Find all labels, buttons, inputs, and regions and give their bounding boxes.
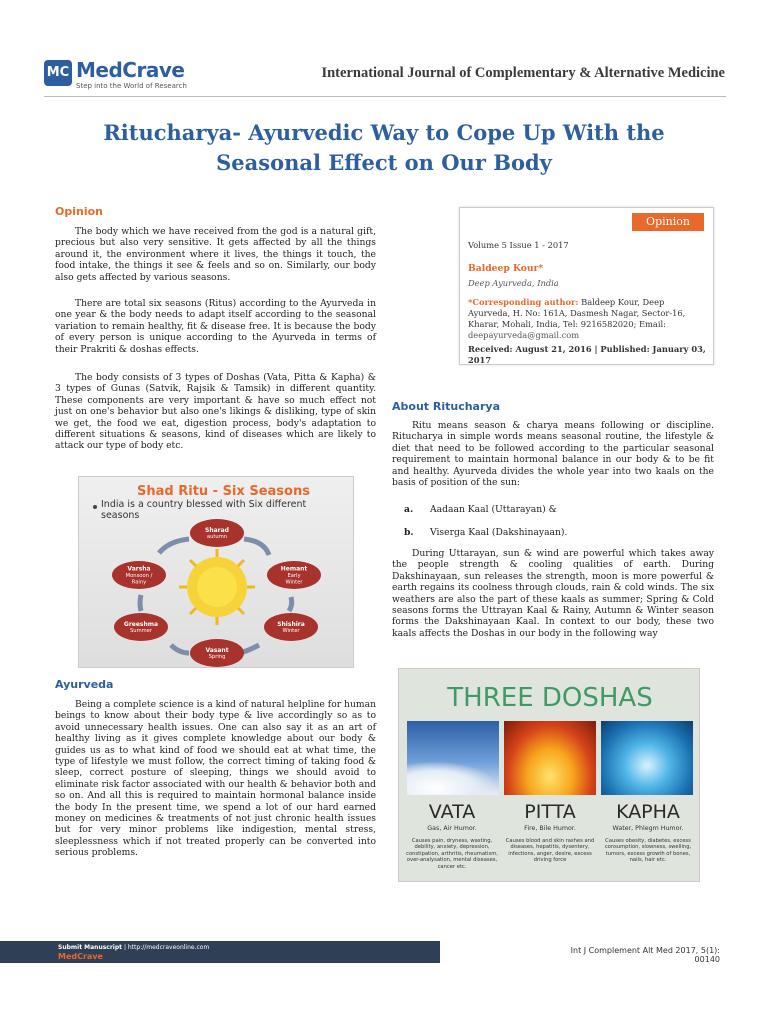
- vata-sky-image: [407, 721, 499, 795]
- sun-icon: [179, 549, 255, 625]
- six-seasons-figure: [78, 476, 354, 668]
- corresponding-author: [468, 297, 706, 341]
- season-node-greeshma: [114, 613, 168, 641]
- kaal-text-b: Viserga Kaal (Dakshinayaan).: [430, 527, 568, 538]
- kaal-list-item-a: [404, 504, 704, 515]
- pitta-desc: Causes blood and skin rashes and diseases, hepatitis, dysentery, infections, anger, desire, excess driving force: [505, 838, 595, 864]
- article-type-badge: Opinion: [632, 213, 704, 231]
- vata-name: VATA: [428, 801, 476, 823]
- season-name: Hemant: [280, 565, 308, 573]
- kaal-list-item-b: [404, 527, 704, 538]
- opinion-paragraph-1: [55, 226, 376, 283]
- season-sub: Monsoon /: [125, 573, 153, 579]
- season-name: Sharad: [205, 526, 229, 534]
- season-sub: Rainy: [131, 579, 147, 586]
- kapha-name: KAPHA: [616, 801, 680, 823]
- volume-info: Volume 5 Issue 1 - 2017: [468, 240, 569, 250]
- three-doshas-figure: [398, 668, 700, 882]
- kaal-text-a: Aadaan Kaal (Uttarayan) &: [430, 504, 557, 515]
- vata-sub: Gas, Air Humor.: [427, 825, 477, 832]
- season-name: Varsha: [127, 565, 151, 573]
- season-name: Vasant: [205, 646, 229, 654]
- bullet-dot: [93, 505, 97, 509]
- kapha-water-image: [601, 721, 693, 795]
- opinion-p1-text: The body which we have received from the god is a natural gift, precious but also very sensitive. It gets affected by all the things around it, the environment where it lives, the things it touch, the food intake, the things it see & feels and so on. Similarly, our body also gets affected by various seasons.: [55, 226, 376, 283]
- six-seasons-diagram: [79, 477, 355, 669]
- about-paragraph-2: [392, 548, 714, 639]
- dosha-kapha: [599, 801, 697, 864]
- footer-submit-line: Submit Manuscript | http://medcraveonline.com: [58, 944, 210, 951]
- ayurveda-paragraph: [55, 699, 376, 859]
- season-sub: Winter: [285, 579, 303, 586]
- dates-line: [468, 344, 713, 366]
- header-divider: [44, 96, 726, 97]
- about-p1-text: Ritu means season & charya means following or discipline. Ritucharya in simple words means seasonal routine, the lifestyle & diet that need to be followed according to the particular seasonal requirement to maintain hormonal balance in our body & to be fit and healthy. Ayurveda divides the whole year into two kaals on the basis of position of the sun:: [392, 420, 714, 489]
- kaal-marker-a: a.: [404, 504, 414, 515]
- logo-mark: MC: [44, 60, 72, 86]
- published-label: Published:: [600, 344, 650, 354]
- season-sub: Early: [287, 573, 301, 579]
- kapha-sub: Water, Phlegm Humor.: [612, 825, 684, 832]
- received-label: Received:: [468, 344, 513, 354]
- author-email[interactable]: deepayurveda@gmail.com: [468, 330, 580, 340]
- dosha-pitta: [501, 801, 599, 864]
- season-sub: Summer: [129, 628, 153, 635]
- about-ritucharya-heading: About Ritucharya: [392, 400, 500, 413]
- logo-name: MedCrave: [76, 58, 185, 82]
- about-paragraph-1: [392, 420, 714, 488]
- season-node-varsha: [112, 561, 166, 589]
- season-node-hemant: [267, 561, 321, 589]
- opinion-p3-text: The body consists of 3 types of Doshas (Vata, Pitta & Kapha) & 3 types of Gunas (Satvik, Rajsik & Tamsik) in different quantity. These components are very important & have so much effect not just on one's behavior but also one's likings & disliking, type of skin we get, the food we eat, digestion process, body's adaptation to different situations & seasons, kind of diseases which are likely to attack our type of body etc.: [55, 372, 376, 452]
- season-node-shishira: [264, 613, 318, 641]
- author-affiliation: Deep Ayurveda, India: [468, 278, 559, 288]
- ayurveda-heading: Ayurveda: [55, 678, 114, 691]
- footer-logo: MedCrave: [58, 952, 103, 961]
- pitta-name: PITTA: [524, 801, 576, 823]
- opinion-heading: Opinion: [55, 205, 103, 218]
- dosha-vata: [403, 801, 501, 870]
- season-name: Greeshma: [123, 620, 159, 628]
- season-name: Shishira: [277, 620, 305, 628]
- submit-manuscript-link[interactable]: Submit Manuscript: [58, 944, 123, 951]
- footer-url[interactable]: http://medcraveonline.com: [127, 944, 210, 951]
- opinion-paragraph-3: [55, 372, 376, 452]
- about-p2-text: During Uttarayan, sun & wind are powerful which takes away the people strength & cooling qualities of earth. During Dakshinayaan, sun releases the strength, moon is more powerful & earth regains its coolness through clouds, rain & cold winds. The six weathers are also the part of these kaals as summer; Spring & Cold seasons forms the Uttrayan Kaal & Rainy, Autumn & Winter season forms the Dakshinayaan Kaal. In context to our body, these two kaals affects the Doshas in our body in the following way: [392, 548, 714, 639]
- three-doshas-title: THREE DOSHAS: [447, 683, 653, 713]
- six-seasons-title: Shad Ritu - Six Seasons: [137, 484, 310, 499]
- opinion-p2-text: There are total six seasons (Ritus) according to the Ayurveda in one year & the body needs to adapt itself according to the seasonal variation to remain healthy, fit & disease free. It is because the body of every person is unique according to the Ayurveda in terms of their Prakriti & doshas effects.: [55, 298, 376, 355]
- ayurveda-text: Being a complete science is a kind of natural helpline for human beings to know about their body type & live accordingly so as to avoid unnecessary health issues. One can also say it as an art of healthy living as it gives complete knowledge about our body & guides us as to what kind of food we should eat at what time, the type of lifestyle we must follow, the correct timing of taking food & sleep, correct posture of sleeping, things we should avoid to eliminate risk factor associated with our health & behavior both and so on. And all this is required to maintain hormonal balance inside the body In the present time, we spend a lot of our hard earned money on medicines & treatments of not just chronic health issues but for very minor problems like indigestion, mental stress, sleeplessness which if not treated properly can be converted into serious problems.: [55, 699, 376, 859]
- season-sub: Winter: [282, 628, 300, 635]
- published-date: January 03, 2017: [468, 344, 706, 365]
- kapha-desc: Causes obesity, diabetes, excess consumption, slowness, swelling, tumors, excess growth of bones, nails, hair etc.: [604, 838, 692, 864]
- season-sub: Spring: [208, 654, 226, 661]
- season-node-vasant: [190, 639, 244, 667]
- author-name: Baldeep Kour*: [468, 263, 544, 274]
- footer-bar: [0, 941, 440, 963]
- kaal-marker-b: b.: [404, 527, 414, 538]
- received-date: August 21, 2016 |: [512, 344, 601, 354]
- corresponding-label: *Corresponding author:: [468, 297, 579, 307]
- logo-tagline: Step into the World of Research: [76, 82, 187, 90]
- pitta-sub: Fire, Bile Humor.: [524, 825, 576, 832]
- pitta-fire-image: [504, 721, 596, 795]
- opinion-paragraph-2: [55, 298, 376, 355]
- article-title: Ritucharya- Ayurvedic Way to Cope Up With the Seasonal Effect on Our Body: [103, 120, 665, 175]
- journal-name: International Journal of Complementary & Alternative Medicine: [321, 65, 725, 81]
- vata-desc: Causes pain, dryness, wasting, debility, anxiety, depression, constipation, arthritis, rheumatism, over-analysation, mental diseases, cancer etc.: [406, 838, 498, 870]
- corresponding-text: Baldeep Kour, Deep Ayurveda, H. No: 161A, Dasmesh Nagar, Sector-16, Kharar, Mohali, India, Tel: 9216582020; Email:: [468, 297, 686, 329]
- medcrave-logo[interactable]: [44, 58, 194, 94]
- six-seasons-bullet: India is a country blessed with Six different seasons: [101, 499, 307, 521]
- footer-citation: Int J Complement Alt Med 2017, 5(1): 00140: [570, 946, 720, 964]
- season-sub: autumn: [206, 534, 228, 541]
- season-node-sharad: [190, 519, 244, 547]
